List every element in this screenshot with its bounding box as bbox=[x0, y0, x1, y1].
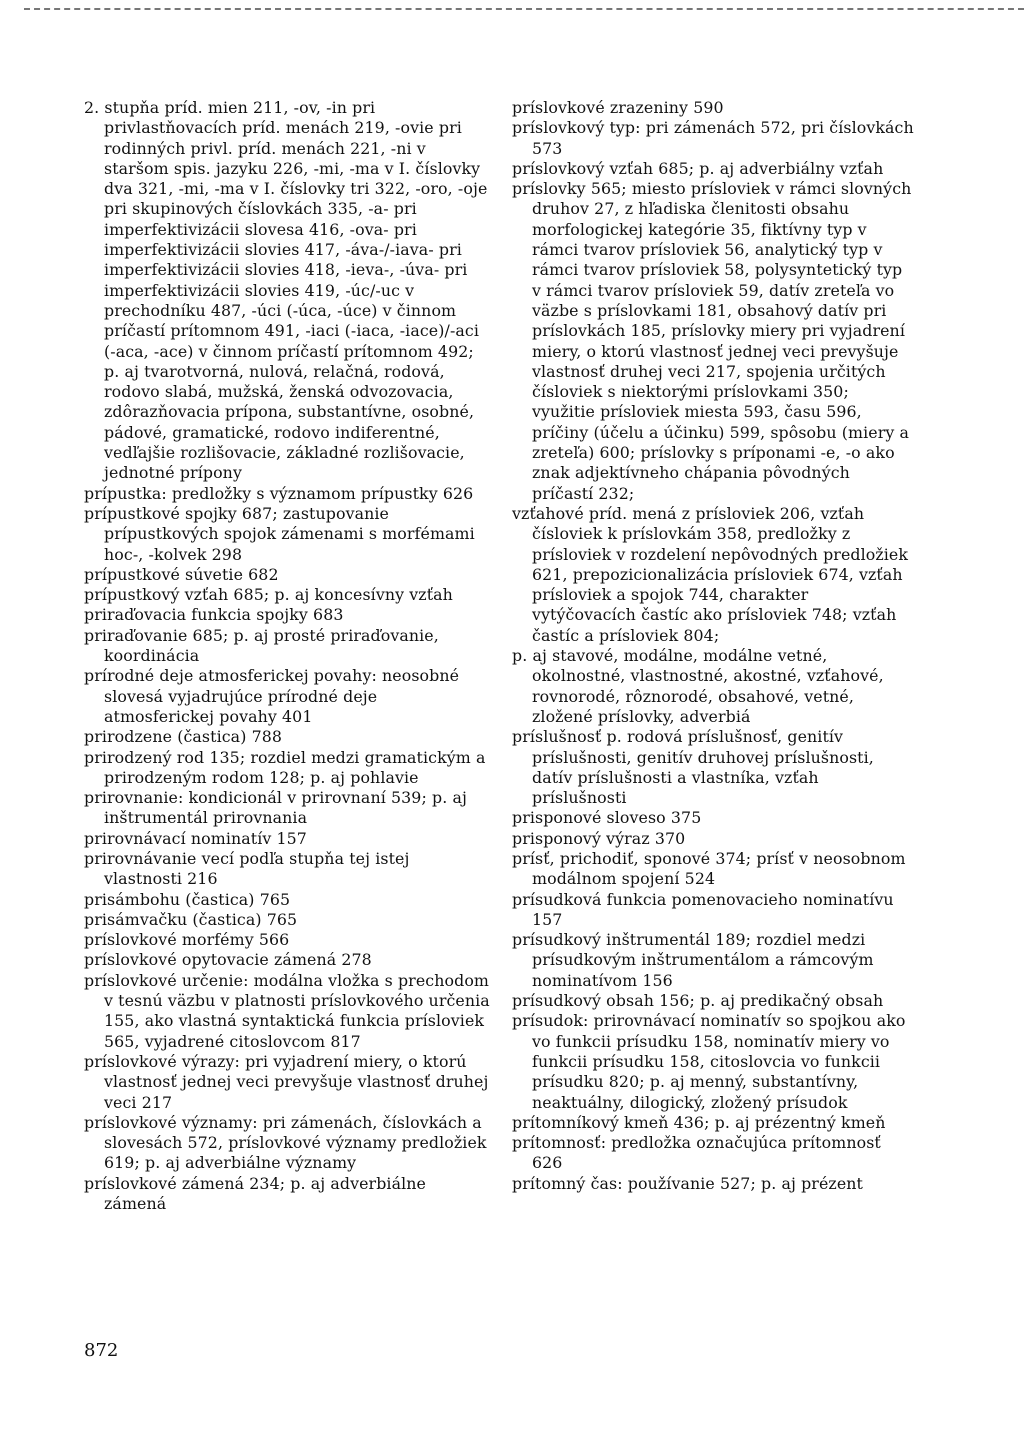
index-entry: prirovnávací nominatív 157 bbox=[84, 828, 307, 848]
index-entry: príslušnosť p. rodová príslušnosť, genitív príslušnosti, genitív druhovej príslušnosti, datív príslušnosti a vlastníka, vzťah príslušnosti bbox=[512, 727, 874, 808]
index-entry: p. aj stavové, modálne, modálne vetné, okolnostné, vlastnostné, akostné, vzťahové, rovnorodé, rôznorodé, obsahové, vetné, zložené príslovky, adverbiá bbox=[512, 646, 884, 726]
index-entry: prísudkový obsah 156; p. aj predikačný obsah bbox=[512, 991, 884, 1011]
right-column bbox=[512, 98, 914, 1194]
index-entry: prisámbohu (častica) 765 bbox=[84, 889, 291, 909]
index-entry: prirovnávanie vecí podľa stupňa tej istej vlastnosti 216 bbox=[84, 848, 410, 889]
index-entry: príslovkové opytovacie zámená 278 bbox=[84, 950, 372, 970]
index-entry: prirodzene (častica) 788 bbox=[84, 727, 283, 747]
index-entry: príslovkové morfémy 566 bbox=[84, 930, 290, 950]
index-entry: prísudková funkcia pomenovacieho nominatívu 157 bbox=[512, 889, 894, 929]
index-entry: prípustkové spojky 687; zastupovanie prípustkových spojok zámenami s morfémami hoc-, -kolvek 298 bbox=[84, 503, 475, 564]
index-entry: prisámvačku (častica) 765 bbox=[84, 909, 298, 929]
index-entry: priraďovanie 685; p. aj prosté priraďovanie, koordinácia bbox=[84, 625, 439, 666]
index-entry: príslovkový vzťah 685; p. aj adverbiálny vzťah bbox=[512, 158, 884, 178]
index-entry: prítomný čas: používanie 527; p. aj prézent bbox=[512, 1173, 863, 1193]
index-entry: príslovkové výrazy: pri vyjadrení miery, o ktorú vlastnosť jednej veci prevyšuje vlastnosť druhej veci 217 bbox=[84, 1051, 489, 1112]
index-entry: prípustkové súvetie 682 bbox=[84, 564, 279, 584]
left-column bbox=[84, 98, 492, 1214]
index-entry: prísudkový inštrumentál 189; rozdiel medzi prísudkovým inštrumentálom a rámcovým nominatívom 156 bbox=[512, 930, 874, 990]
index-entry: priraďovacia funkcia spojky 683 bbox=[84, 605, 344, 625]
index-entry: prísť, prichodiť, sponové 374; prísť v neosobnom modálnom spojení 524 bbox=[512, 848, 906, 889]
index-entry: vzťahové príd. mená z prísloviek 206, vzťah čísloviek k príslovkám 358, predložky z prísloviek v rozdelení nepôvodných predložiek 621, prepozicionalizácia prísloviek 674, vzťah prísloviek a spojok 744, charakter vytýčovacích častíc ako prísloviek 748; vzťah častíc a prísloviek 804; bbox=[512, 503, 909, 645]
index-entry: prírodné deje atmosferickej povahy: neosobné slovesá vyjadrujúce prírodné deje atmosferickej povahy 401 bbox=[84, 666, 460, 726]
index-entry: prítomníkový kmeň 436; p. aj prézentný kmeň bbox=[512, 1112, 886, 1132]
index-entry: príslovkové zrazeniny 590 bbox=[512, 98, 724, 117]
index-entry: 2. stupňa príd. mien 211, -ov, -in pri privlastňovacích príd. menách 219, -ovie pri rodinných privl. príd. menách 221, -ni v staršom spis. jazyku 226, -mi, -ma v I. číslovky dva 321, -mi, -ma v I. číslovky tri 322, -oro, -oje pri skupinových číslovkách 335, -a- pri imperfektivizácii slovesa 416, -ova- pri imperfektivizácii slovies 417, -áva-/-iava- pri imperfektivizácii slovies 418, -ieva-, -úva- pri imperfektivizácii slovies 419, -úc/-uc v prechodníku 487, -úci (-úca, -úce) v činnom príčastí prítomnom 491, -iaci (-iaca, -iace)/-aci (-aca, -ace) v činnom príčastí prítomnom 492; p. aj tvarotvorná, nulová, relačná, rodová, rodovo slabá, mužská, ženská odvozovacia, zdôrazňovacia prípona, substantívne, osobné, pádové, gramatické, rodovo indiferentné, vedľajšie rozlišovacie, základné rozlišovacie, jednotné prípony bbox=[84, 98, 488, 483]
index-entry: príslovky 565; miesto prísloviek v rámci slovných druhov 27, z hľadiska členitosti obsahu morfologickej kategórie 35, fiktívny typ v rámci tvarov prísloviek 56, analytický typ v rámci tvarov prísloviek 58, polysyntetický typ v rámci tvarov prísloviek 59, datív zreteľa vo väzbe s príslovkami 181, obsahový datív pri príslovkách 185, príslovky miery pri vyjadrení miery, o ktorú vlastnosť jednej veci prevyšuje vlastnosť druhej veci 217, spojenia určitých čísloviek s niektorými príslovkami 350; využitie prísloviek miesta 593, času 596, príčiny (účelu a účinku) 599, spôsobu (miery a zreteľa) 600; príslovky s príponami -e, -o ako znak adjektívneho chápania pôvodných príčastí 232; bbox=[512, 179, 912, 503]
index-entry: prítomnosť: predložka označujúca prítomnosť 626 bbox=[512, 1133, 881, 1173]
index-entry: príslovkové zámená 234; p. aj adverbiálne zámená bbox=[84, 1173, 426, 1214]
page-number: 872 bbox=[84, 1340, 119, 1361]
index-entry: prisponové sloveso 375 bbox=[512, 808, 702, 828]
index-entry: prirovnanie: kondicionál v prirovnaní 539; p. aj inštrumentál prirovnania bbox=[84, 788, 467, 828]
index-entry: príslovkové významy: pri zámenách, číslovkách a slovesách 572, príslovkové významy predložiek 619; p. aj adverbiálne významy bbox=[84, 1112, 487, 1173]
index-entry: prísudok: prirovnávací nominatív so spojkou ako vo funkcii prísudku 158, nominatív miery vo funkcii prísudku 158, citoslovcia vo funkcii prísudku 820; p. aj menný, substantívny, neaktuálny, dilogický, zložený prísudok bbox=[512, 1011, 906, 1112]
index-entry: prisponový výraz 370 bbox=[512, 828, 686, 848]
index-entry: príslovkové určenie: modálna vložka s prechodom v tesnú väzbu v platnosti príslovkového určenia 155, ako vlastná syntaktická funkcia prísloviek 565, vyjadrené citoslovcom 817 bbox=[84, 970, 490, 1051]
index-entry: prípustka: predložky s významom prípustky 626 bbox=[84, 483, 474, 503]
index-entry: príslovkový typ: pri zámenách 572, pri číslovkách 573 bbox=[512, 118, 914, 158]
top-edge-rule bbox=[24, 8, 1024, 10]
index-entry: prípustkový vzťah 685; p. aj koncesívny vzťah bbox=[84, 585, 453, 605]
index-entry: prirodzený rod 135; rozdiel medzi gramatickým a prirodzeným rodom 128; p. aj pohlavie bbox=[84, 747, 486, 787]
